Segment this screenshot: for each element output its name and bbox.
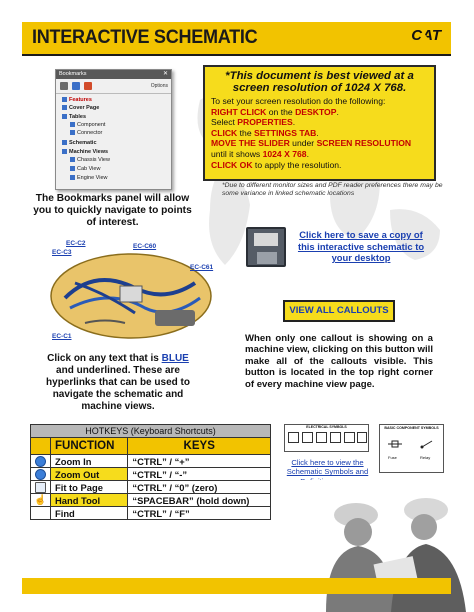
notice-line: Select PROPERTIES. bbox=[211, 117, 296, 128]
page-title: INTERACTIVE SCHEMATIC bbox=[32, 27, 258, 48]
hotkeys-table bbox=[30, 424, 271, 520]
callout-label[interactable]: EC-C1 bbox=[52, 333, 72, 340]
function-cell: Hand Tool bbox=[51, 494, 128, 507]
table-row bbox=[31, 455, 271, 468]
symbol-icon bbox=[288, 432, 299, 443]
symbol-icon bbox=[330, 432, 341, 443]
bookmark-item[interactable]: Tables bbox=[62, 114, 86, 120]
notice-line: CLICK the SETTINGS TAB. bbox=[211, 127, 319, 138]
function-column-header: FUNCTION bbox=[51, 438, 128, 455]
component-label: Fuse bbox=[388, 455, 397, 460]
callout-label[interactable]: EC-C2 bbox=[66, 240, 86, 247]
bookmark-item[interactable]: Chassis View bbox=[70, 157, 110, 163]
table-row bbox=[31, 481, 271, 494]
symbol-icon bbox=[344, 432, 355, 443]
function-cell: Fit to Page bbox=[51, 481, 128, 494]
keys-cell: “CTRL” / “F” bbox=[128, 507, 271, 520]
bookmark-item[interactable]: Connector bbox=[70, 130, 102, 136]
bookmark-item[interactable]: Engine View bbox=[70, 175, 107, 181]
new-bookmark-icon[interactable] bbox=[72, 82, 80, 90]
keys-column-header: KEYS bbox=[128, 438, 271, 455]
symbol-icon bbox=[357, 432, 367, 443]
bookmark-item[interactable]: Cover Page bbox=[62, 105, 99, 111]
relay-symbol-icon bbox=[420, 439, 434, 449]
header-bar bbox=[22, 22, 451, 56]
footer-bar bbox=[22, 578, 451, 594]
bookmarks-toolbar bbox=[56, 79, 171, 94]
component-label: Relay bbox=[420, 455, 431, 460]
keys-cell: “CTRL” / “+” bbox=[128, 455, 271, 468]
bookmarks-panel bbox=[55, 69, 172, 190]
keys-cell: “SPACEBAR” (hold down) bbox=[128, 494, 271, 507]
table-row bbox=[31, 494, 271, 507]
hyperlink-caption: Click on any text that is BLUE and underlined. These are hyperlinks that can be used to navigate the schematic and machine views. bbox=[46, 353, 190, 412]
bookmark-item[interactable]: Component bbox=[70, 122, 105, 128]
callout-label[interactable]: EC-C61 bbox=[190, 264, 214, 271]
notice-line: until it shows 1024 X 768. bbox=[211, 148, 309, 159]
notice-line: To set your screen resolution do the following: bbox=[211, 96, 386, 106]
function-cell: Find bbox=[51, 507, 128, 520]
notice-line: MOVE THE SLIDER under SCREEN RESOLUTION bbox=[211, 138, 412, 149]
view-all-callouts-button[interactable]: VIEW ALL CALLOUTS bbox=[283, 300, 395, 322]
notice-line: RIGHT CLICK on the DESKTOP. bbox=[211, 106, 339, 117]
symbol-icon bbox=[316, 432, 327, 443]
schematic-symbols-link[interactable]: Click here to view the Schematic Symbols and bbox=[286, 458, 369, 477]
cat-logo: CAT bbox=[411, 27, 441, 44]
symbol-icon bbox=[302, 432, 313, 443]
function-cell: Zoom In bbox=[51, 455, 128, 468]
delete-icon[interactable] bbox=[60, 82, 68, 90]
table-row bbox=[31, 507, 271, 520]
component-symbols-thumbnail[interactable]: BASIC COMPONENT SYMBOLS Fuse Relay bbox=[379, 424, 444, 473]
bookmark-item[interactable]: Schematic bbox=[62, 140, 97, 146]
callout-label[interactable]: EC-C60 bbox=[133, 243, 157, 250]
zoom-in-icon bbox=[35, 456, 46, 467]
fit-page-icon bbox=[35, 482, 46, 493]
bookmark-item[interactable]: Cab View bbox=[70, 166, 100, 172]
close-icon[interactable]: ✕ bbox=[162, 71, 168, 77]
save-copy-link[interactable]: Click here to save a copy of this interactive schematic to your desktop bbox=[297, 229, 425, 263]
hand-tool-icon: ☝ bbox=[31, 494, 51, 507]
fuse-symbol-icon bbox=[388, 439, 402, 449]
electrical-symbols-thumbnail[interactable]: ELECTRICAL SYMBOLS bbox=[284, 424, 369, 452]
bookmark-item[interactable]: Features bbox=[62, 97, 92, 103]
resolution-notice bbox=[203, 65, 436, 181]
zoom-out-icon bbox=[35, 469, 46, 480]
bookmarks-caption: The Bookmarks panel will allow you to quickly navigate to points of interest. bbox=[33, 193, 192, 228]
keys-cell: “CTRL” / “-” bbox=[128, 468, 271, 481]
expand-icon[interactable] bbox=[84, 82, 92, 90]
bookmarks-title: Bookmarks bbox=[56, 70, 171, 79]
table-row bbox=[31, 468, 271, 481]
bookmark-item[interactable]: Machine Views bbox=[62, 149, 108, 155]
function-cell: Zoom Out bbox=[51, 468, 128, 481]
callout-label[interactable]: EC-C3 bbox=[52, 249, 72, 256]
notice-line: CLICK OK to apply the resolution. bbox=[211, 159, 342, 170]
floppy-disk-icon[interactable] bbox=[246, 227, 286, 267]
hotkeys-title: HOTKEYS (Keyboard Shortcuts) bbox=[31, 425, 271, 438]
icon-column-header bbox=[31, 438, 51, 455]
notice-heading: *This document is best viewed at a screen resolution of 1024 X 768. bbox=[225, 70, 414, 94]
footnote: *Due to different monitor sizes and PDF reader preferences there may be some variance in linked schematic locations bbox=[222, 182, 443, 197]
callout-description: When only one callout is showing on a machine view, clicking on this button will make all of the callouts visible. This button is located in the top right corner of every machine view page. bbox=[245, 333, 433, 390]
options-dropdown[interactable]: Options bbox=[150, 83, 168, 89]
keys-cell: “CTRL” / “0” (zero) bbox=[128, 481, 271, 494]
save-copy-area bbox=[246, 227, 432, 267]
